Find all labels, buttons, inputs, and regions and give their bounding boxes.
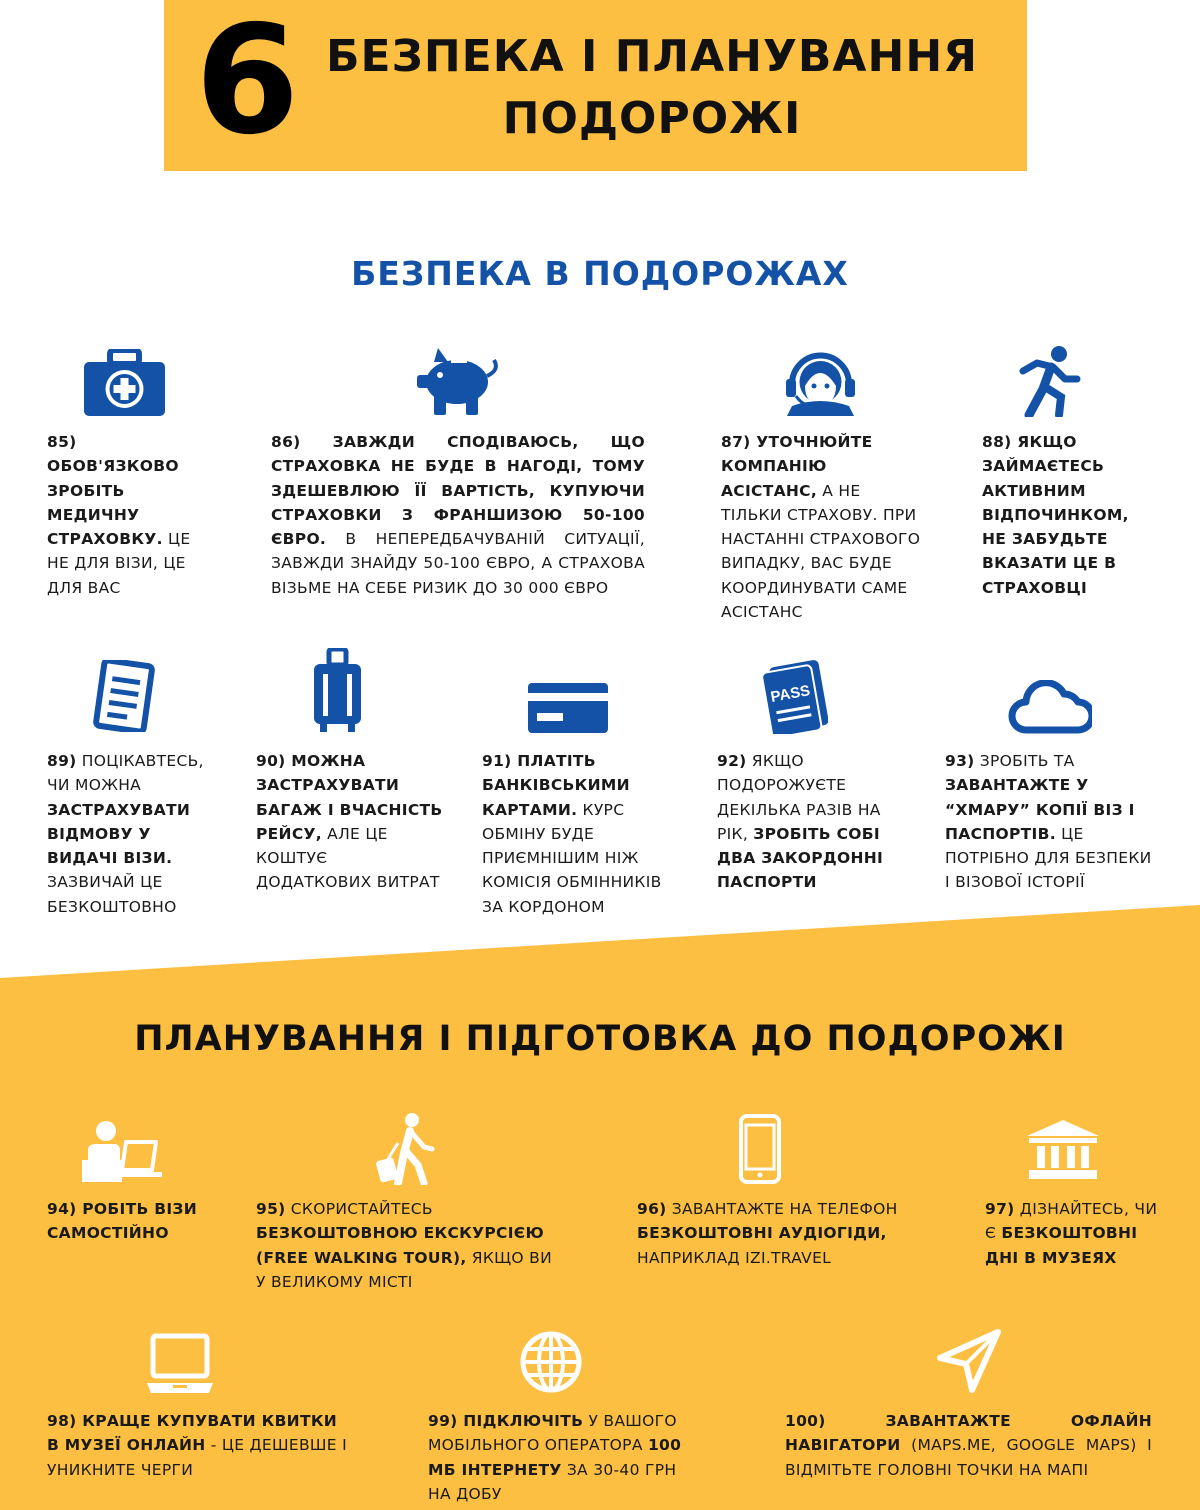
tip-97 bbox=[985, 1197, 1165, 1270]
tip-96 bbox=[637, 1197, 912, 1270]
section-number: 6 bbox=[195, 0, 300, 168]
tip-92-part: 92) bbox=[717, 752, 747, 770]
tip-90-part: 90) МОЖНА ЗАСТРАХУВАТИ БАГАЖ І ВЧАСНІСТЬ РЕЙСУ, bbox=[256, 752, 443, 843]
tip-97-part: БЕЗКОШТОВНІ ДНІ В МУЗЕЯХ bbox=[985, 1224, 1138, 1267]
tip-87 bbox=[721, 430, 921, 624]
header-banner bbox=[164, 0, 1027, 171]
smartphone-icon bbox=[739, 1114, 781, 1184]
tip-88 bbox=[982, 430, 1157, 600]
tip-91-part: 91) ПЛАТІТЬ БАНКІВСЬКИМИ КАРТАМИ. bbox=[482, 752, 630, 819]
cloud-icon bbox=[1008, 680, 1092, 734]
tip-89-part: ЗАСТРАХУВАТИ ВІДМОВУ У ВИДАЧІ ВІЗИ. bbox=[47, 800, 191, 868]
tip-94 bbox=[47, 1197, 222, 1246]
tip-96-part: 96) bbox=[637, 1200, 667, 1218]
tip-86-part: 86) ЗАВЖДИ СПОДІВАЮСЬ, ЩО СТРАХОВКА НЕ БУДЕ В НАГОДІ, ТОМУ ЗДЕШЕВЛЮЮ ЇЇ ВАРТІСТЬ, КУПУЮЧИ СТРАХОВКИ З ФРАНШИЗОЮ 50-100 ЄВРО. bbox=[271, 433, 645, 549]
tip-97-part: 97) bbox=[985, 1200, 1015, 1218]
tip-100 bbox=[785, 1409, 1152, 1482]
tip-92-part: ЯКЩО ПОДОРОЖУЄТЕ ДЕКІЛЬКА РАЗІВ НА РІК, bbox=[717, 752, 881, 843]
tip-90 bbox=[256, 749, 446, 895]
laptop-icon bbox=[147, 1333, 213, 1395]
tip-91-part: КУРС ОБМІНУ БУДЕ ПРИЄМНІШИМ НІЖ КОМІСІЯ ОБМІННИКІВ ЗА КОРДОНОМ bbox=[482, 800, 662, 916]
page-title bbox=[312, 26, 992, 150]
tip-100-part: 100) ЗАВАНТАЖТЕ ОФЛАЙН НАВІГАТОРИ bbox=[785, 1412, 1152, 1455]
tip-89-part: ПОЦІКАВТЕСЬ, ЧИ МОЖНА bbox=[47, 752, 204, 795]
tip-86-part: В НЕПЕРЕДБАЧУВАНІЙ СИТУАЦІЇ, ЗАВЖДИ ЗНАЙДУ 50-100 ЄВРО, А СТРАХОВА ВІЗЬМЕ НА СЕБЕ РИЗИК ДО 30 000 ЄВРО bbox=[271, 530, 645, 597]
tip-87-part: 87) УТОЧНЮЙТЕ КОМПАНІЮ АСІСТАНС, bbox=[721, 433, 873, 500]
tip-93-part: 93) bbox=[945, 752, 975, 770]
tip-97-part: ДІЗНАЙТЕСЬ, ЧИ Є bbox=[985, 1200, 1158, 1243]
tip-99-part: 100 МБ ІНТЕРНЕТУ bbox=[428, 1436, 682, 1479]
tip-91 bbox=[482, 749, 672, 919]
tip-96-part: НАПРИКЛАД IZI.TRAVEL bbox=[637, 1248, 832, 1267]
tip-99-part: ЗА 30-40 ГРН НА ДОБУ bbox=[428, 1460, 677, 1503]
person-laptop-icon bbox=[80, 1120, 162, 1182]
tip-96-part: ЗАВАНТАЖТЕ НА ТЕЛЕФОН bbox=[666, 1200, 898, 1218]
passport-icon bbox=[760, 660, 828, 734]
tip-92 bbox=[717, 749, 907, 895]
tip-99 bbox=[428, 1409, 698, 1506]
tip-98 bbox=[47, 1409, 347, 1482]
tip-95-part: ЯКЩО ВИ У ВЕЛИКОМУ МІСТІ bbox=[256, 1248, 552, 1291]
tip-87-part: А НЕ ТІЛЬКИ СТРАХОВУ. ПРИ НАСТАННІ СТРАХОВОГО ВИПАДКУ, ВАС БУДЕ КООРДИНУВАТИ САМЕ АСІСТАНС bbox=[721, 481, 921, 622]
tip-85-part: ЦЕ НЕ ДЛЯ ВІЗИ, ЦЕ ДЛЯ ВАС bbox=[47, 530, 191, 597]
support-operator-icon bbox=[784, 346, 857, 416]
planning-section-title: ПЛАНУВАННЯ І ПІДГОТОВКА ДО ПОДОРОЖІ bbox=[134, 1019, 1066, 1059]
page-title-line-2: ПОДОРОЖІ bbox=[502, 93, 802, 144]
safety-section-title: БЕЗПЕКА В ПОДОРОЖАХ bbox=[351, 254, 849, 293]
tip-92-part: ЗРОБІТЬ СОБІ ДВА ЗАКОРДОННІ ПАСПОРТИ bbox=[717, 824, 884, 892]
tip-98-part: 98) КРАЩЕ КУПУВАТИ КВИТКИ В МУЗЕЇ ОНЛАЙН bbox=[47, 1412, 338, 1455]
tip-88-part: 88) ЯКЩО ЗАЙМАЄТЕСЬ АКТИВНИМ ВІДПОЧИНКОМ, НЕ ЗАБУДЬТЕ ВКАЗАТИ ЦЕ В СТРАХОВЦІ bbox=[982, 433, 1129, 597]
document-icon bbox=[92, 660, 156, 732]
tip-93 bbox=[945, 749, 1155, 895]
credit-card-icon bbox=[528, 683, 608, 733]
running-man-icon bbox=[1015, 345, 1081, 417]
tip-99-part: 99) ПІДКЛЮЧІТЬ bbox=[428, 1412, 584, 1430]
tip-86 bbox=[271, 430, 645, 600]
tip-93-part: ЗАВАНТАЖТЕ У “ХМАРУ” КОПІЇ ВІЗ І ПАСПОРТІВ. bbox=[945, 776, 1135, 843]
tip-94-part: 94) РОБІТЬ ВІЗИ САМОСТІЙНО bbox=[47, 1200, 198, 1243]
walking-traveler-icon bbox=[374, 1113, 438, 1185]
tip-100-part: (MAPS.ME, GOOGLE MAPS) І ВІДМІТЬТЕ ГОЛОВНІ ТОЧКИ НА МАПІ bbox=[785, 1436, 1152, 1479]
tip-99-part: У ВАШОГО МОБІЛЬНОГО ОПЕРАТОРА bbox=[428, 1412, 677, 1455]
tip-95-part: БЕЗКОШТОВНОЮ ЕКСКУРСІЄЮ (FREE WALKING TOUR), bbox=[256, 1224, 544, 1267]
tip-89-part: 89) bbox=[47, 752, 77, 770]
tip-89-part: ЗАЗВИЧАЙ ЦЕ БЕЗКОШТОВНО bbox=[47, 873, 177, 916]
globe-icon bbox=[519, 1330, 583, 1394]
tip-93-part: ЗРОБІТЬ ТА bbox=[974, 752, 1075, 770]
tip-89 bbox=[47, 749, 212, 919]
suitcase-icon bbox=[313, 648, 362, 732]
tip-95-part: 95) bbox=[256, 1200, 286, 1218]
tip-85 bbox=[47, 430, 212, 600]
navigation-arrow-icon bbox=[936, 1328, 1002, 1394]
tip-90-part: АЛЕ ЦЕ КОШТУЄ ДОДАТКОВИХ ВИТРАТ bbox=[256, 824, 440, 892]
tip-95-part: СКОРИСТАЙТЕСЬ bbox=[285, 1200, 433, 1218]
tip-85-part: 85) ОБОВ'ЯЗКОВО ЗРОБІТЬ МЕДИЧНУ СТРАХОВКУ. bbox=[47, 433, 179, 549]
first-aid-kit-icon bbox=[84, 349, 165, 416]
museum-icon bbox=[1025, 1120, 1101, 1180]
tip-98-part: - ЦЕ ДЕШЕВШЕ І УНИКНИТЕ ЧЕРГИ bbox=[47, 1436, 347, 1479]
tip-95 bbox=[256, 1197, 561, 1294]
piggy-bank-icon bbox=[414, 348, 500, 415]
page-title-line-1: БЕЗПЕКА І ПЛАНУВАННЯ bbox=[325, 31, 979, 82]
tip-93-part: ЦЕ ПОТРІБНО ДЛЯ БЕЗПЕКИ І ВІЗОВОЇ ІСТОРІЇ bbox=[945, 824, 1152, 892]
tip-96-part: БЕЗКОШТОВНІ АУДІОГІДИ, bbox=[637, 1224, 887, 1243]
passport-label: PASS bbox=[769, 682, 812, 706]
